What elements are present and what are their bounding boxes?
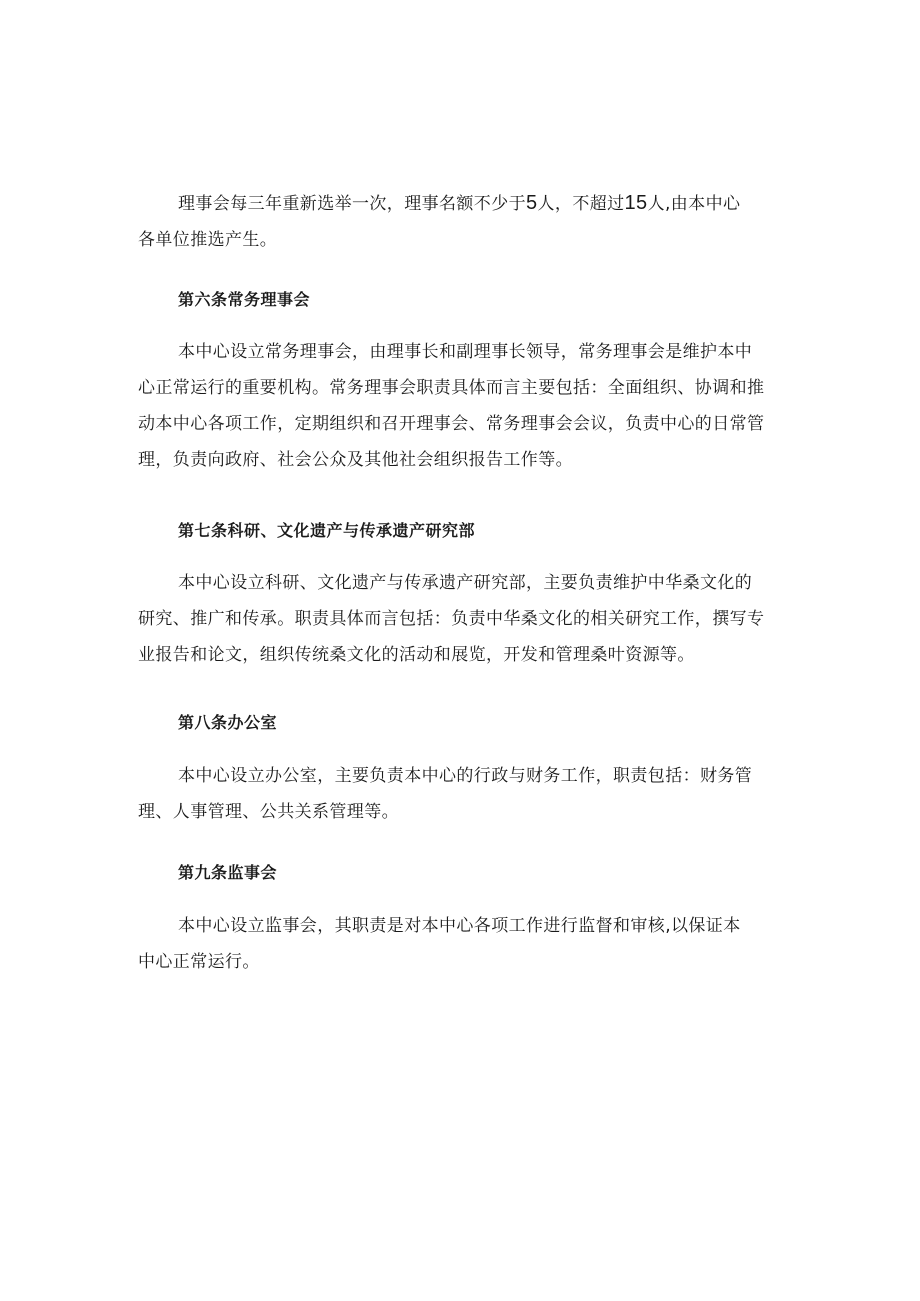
paragraph-council-election: [138, 185, 798, 258]
paragraph-office: [138, 758, 798, 830]
paragraph-line: 动本中心各项工作，定期组织和召开理事会、常务理事会会议，负责中心的日常管: [138, 414, 765, 434]
paragraph-line: 各单位推选产生。: [138, 230, 278, 250]
section-heading: 第八条办公室: [178, 713, 278, 732]
paragraph-line: 本中心设立科研、文化遗产与传承遗产研究部，主要负责维护中华桑文化的: [178, 573, 753, 593]
paragraph-line: 业报告和论文，组织传统桑文化的活动和展览，开发和管理桑叶资源等。: [138, 645, 695, 665]
paragraph-research-dept: [138, 565, 798, 673]
article-9-heading: [178, 861, 798, 885]
paragraph-line: 本中心设立监事会，其职责是对本中心各项工作进行监督和审核,以保证本: [178, 916, 741, 936]
section-heading: 第六条常务理事会: [178, 290, 311, 309]
article-7-heading: [178, 519, 798, 543]
paragraph-line: 本中心设立常务理事会，由理事长和副理事长领导，常务理事会是维护本中: [178, 342, 753, 362]
article-6-heading: [178, 288, 798, 312]
paragraph-line: 本中心设立办公室，主要负责本中心的行政与财务工作，职责包括：财务管: [178, 766, 753, 786]
article-8-heading: [178, 711, 798, 735]
paragraph-supervisory-board: [138, 908, 798, 980]
section-heading: 第九条监事会: [178, 863, 278, 882]
paragraph-line: 理、人事管理、公共关系管理等。: [138, 802, 399, 822]
paragraph-line: 研究、推广和传承。职责具体而言包括：负责中华桑文化的相关研究工作，撰写专: [138, 609, 765, 629]
paragraph-line: 中心正常运行。: [138, 952, 260, 972]
paragraph-line: 理，负责向政府、社会公众及其他社会组织报告工作等。: [138, 450, 573, 470]
paragraph-standing-council: [138, 334, 798, 478]
paragraph-line: 心正常运行的重要机构。常务理事会职责具体而言主要包括：全面组织、协调和推: [138, 378, 765, 398]
section-heading: 第七条科研、文化遗产与传承遗产研究部: [178, 521, 476, 540]
paragraph-line: 理事会每三年重新选举一次，理事名额不少于5人，不超过15人,由本中心: [178, 192, 741, 214]
